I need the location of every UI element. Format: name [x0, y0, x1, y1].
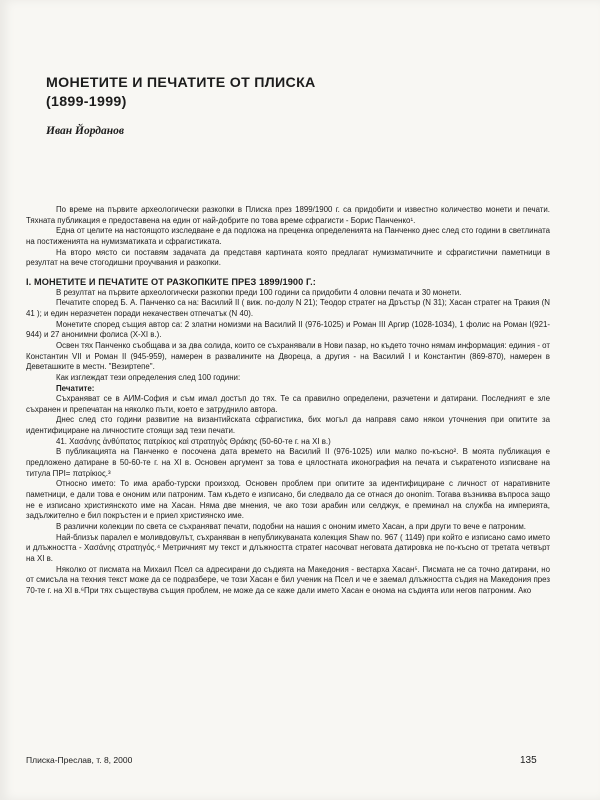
- page-number: 135: [520, 755, 537, 766]
- author-name: Иван Йорданов: [46, 125, 125, 137]
- title-line-1: МОНЕТИТЕ И ПЕЧАТИТЕ ОТ ПЛИСКА: [46, 75, 316, 91]
- section-paragraph-4: Освен тях Панченко съобщава и за два солида, които се съхранявали в Нови пазар, но където точно нямам информация: единия - от Константин VII и Роман II (945-959), намерен в развалините на Двореца, а другия - на Василий I и Константин (869-870), намерен в Деветашките в местн. "Везиртепе".: [26, 340, 550, 372]
- seals-paragraph-4: В публикацията на Панченко е посочена дата времето на Василий II (976-1025) или малко по-късно². В моята публикация е предложено датиране в 50-60-те г. на ХI в. Основен аргумент за това е цялостната иконография на печата и съкратеното изписване на титула ПРI= πατρίκιος.³: [26, 447, 550, 478]
- section-paragraph-5: Как изглеждат тези определения след 100 години:: [56, 372, 241, 382]
- section-paragraph-2: Печатите според Б. А. Панченко са на: Василий II ( виж. по-долу N 21); Теодор стратег на Дръстър (N 31); Хасан стратег на Тракия (N 41 ); и един неразчетен поради некачествен отпечатък (N 40).: [26, 298, 550, 318]
- section-paragraph-3: Монетите според същия автор са: 2 златни номизми на Василий II (976-1025) и Роман III Аргир (1028-1034), 1 фолис на Роман I(921-944) и 27 анонимни фолиса (Х-ХI в.).: [26, 319, 550, 340]
- seals-paragraph-7: Най-близък паралел е моливдовулът, съхраняван в непубликуваната колекция Shaw no. 967 ( 1149) при който е изписано само името и длъжността - Χασάνης στρατηγός.⁴ Метричният му текст и длъжността стратег насочват неговата датировка не по-късно от третата четвърт на ХI в.: [26, 532, 550, 563]
- seals-paragraph-8: Няколко от писмата на Михаил Псел са адресирани до съдията на Македония - вестарха Хасан⁵. Писмата не са точно датирани, но от смисъла на техния текст може да се подразбере, че този Хасан е бил ученик на Псел и че е заемал длъжността съдия на Македония през 70-те г. на ХI в.⁶При тях съществува същия проблем, не може да се каже дали името Хасан е онома на съдията или негов патроним. Ако: [26, 564, 550, 595]
- seals-paragraph-5: Относно името: То има арабо-турски произход. Основен проблем при опитите за идентифициране с личност от наративните паметници, е дали това е ононим или патроним. Там където е изписано, би следвало да се отнася до оноnim. Тогава възниква въпроса защо не е изписано християнското име на Хасан. Няма две мнения, че ако този арабин или селджук, е преминал на служба на империята, задължително е бил покръстен и е приел християнско име.: [26, 479, 550, 521]
- journal-citation: Плиска-Преслав, т. 8, 2000: [26, 755, 133, 765]
- article-title: [46, 74, 526, 112]
- section-paragraph-1: В резултат на първите археологически разкопки преди 100 години са придобити 4 оловни печата и 30 монети.: [56, 287, 462, 297]
- intro-paragraph-3: На второ място си поставям задачата да представя картината която предлагат нумизматичните и сфрагистични паметници в резултат на вече стогодишни проучвания и разкопки.: [26, 247, 550, 268]
- article-body: [26, 205, 550, 597]
- intro-paragraph-2: Една от целите на настоящото изследване е да подложа на преценка определенията на Панченко днес след сто години в светлината на постиженията на нумизматиката и сфрагистиката.: [26, 226, 550, 246]
- seals-subheading: Печатите:: [56, 383, 95, 393]
- seals-paragraph-2: Днес след сто години развитие на византийската сфрагистика, бих могъл да направя само някои уточнения при опитите за идентифициране на личностите стоящи зад тези печати.: [26, 415, 550, 436]
- intro-paragraph-1: По време на първите археологически разкопки в Плиска през 1899/1900 г. са придобити и известно количество монети и печати. Тяхната публикация е предоставена на един от най-добрите по това време сфрагисти - Борис Панченко¹.: [26, 205, 550, 225]
- title-line-2: (1899-1999): [46, 94, 127, 110]
- seals-paragraph-6: В различни колекции по света се съхраняват печати, подобни на нашия с ононим името Хасан, а при други то вече е патроним.: [56, 522, 526, 532]
- seals-paragraph-3: 41. Χασάνης ἀνθύπατος πατρίκιος καὶ στρατηγὸς Θράκης (50-60-те г. на ХI в.): [56, 436, 331, 446]
- seals-paragraph-1: Съхраняват се в АИМ-София и съм имал достъп до тях. Те са правилно определени, разчетени и датирани. Последният е зле съхранен и препечатан на няколко пъти, което е затруднило автора.: [26, 394, 550, 414]
- section-heading: I. МОНЕТИТЕ И ПЕЧАТИТЕ ОТ РАЗКОПКИТЕ ПРЕЗ 1899/1900 Г.:: [26, 276, 316, 287]
